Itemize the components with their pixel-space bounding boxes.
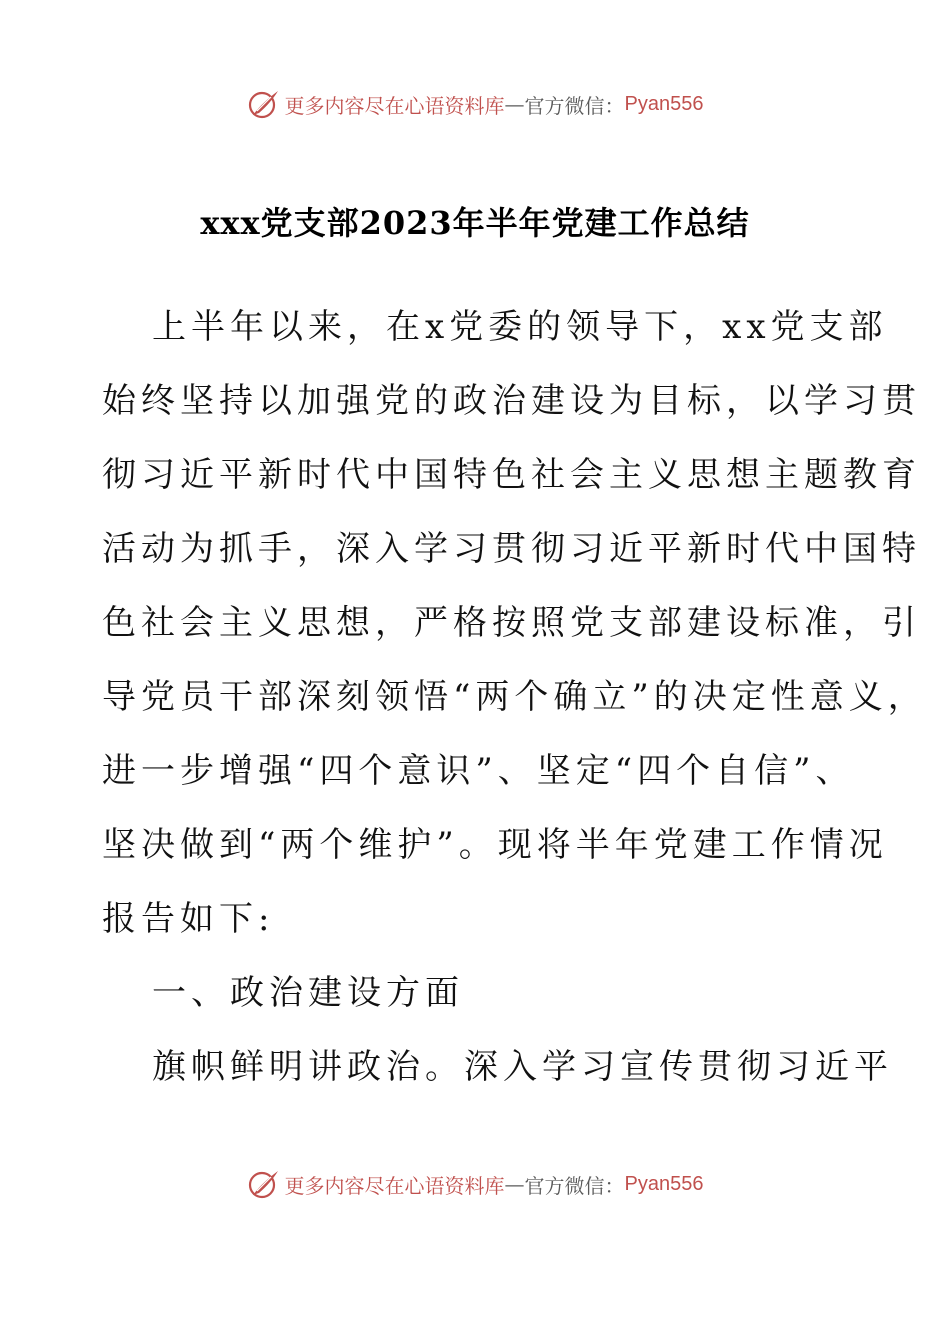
watermark-contact-label: 官方微信： — [524, 1173, 625, 1198]
body-line: 彻习近平新时代中国特色社会主义思想主题教育 — [102, 455, 921, 495]
body-line: 色社会主义思想，严格按照党支部建设标准，引 — [102, 603, 921, 643]
document-body — [102, 290, 927, 1104]
watermark-banner-top — [0, 84, 950, 124]
body-line: 导党员干部深刻领悟“两个确立”的决定性意义， — [102, 677, 927, 717]
quill-pen-logo-icon — [247, 87, 281, 121]
body-line: 旗帜鲜明讲政治。深入学习宣传贯彻习近平 — [152, 1047, 893, 1087]
watermark-contact-id: Pyan556 — [624, 1172, 704, 1195]
body-line: 上半年以来，在x党委的领导下，xx党支部 — [152, 307, 888, 347]
body-line: 坚决做到“两个维护”。现将半年党建工作情况 — [102, 825, 888, 865]
body-line: 活动为抓手，深入学习贯彻习近平新时代中国特 — [102, 529, 921, 569]
section-heading: 一、政治建设方面 — [152, 973, 464, 1013]
document-title: xxx党支部2023年半年党建工作总结 — [200, 204, 750, 242]
watermark-contact-id: Pyan556 — [624, 92, 704, 115]
body-line: 报告如下: — [102, 899, 275, 939]
watermark-contact-label: 官方微信： — [524, 93, 625, 118]
body-line: 始终坚持以加强党的政治建设为目标，以学习贯 — [102, 381, 921, 421]
watermark-separator: — — [504, 92, 525, 116]
watermark-brand-text: 更多内容尽在心语资料库 — [284, 1173, 505, 1198]
body-line: 进一步增强“四个意识”、坚定“四个自信”、 — [102, 751, 855, 791]
watermark-separator: — — [504, 1172, 525, 1196]
watermark-banner-bottom — [0, 1164, 950, 1204]
quill-pen-logo-icon — [247, 1167, 281, 1201]
watermark-brand-text: 更多内容尽在心语资料库 — [284, 93, 505, 118]
